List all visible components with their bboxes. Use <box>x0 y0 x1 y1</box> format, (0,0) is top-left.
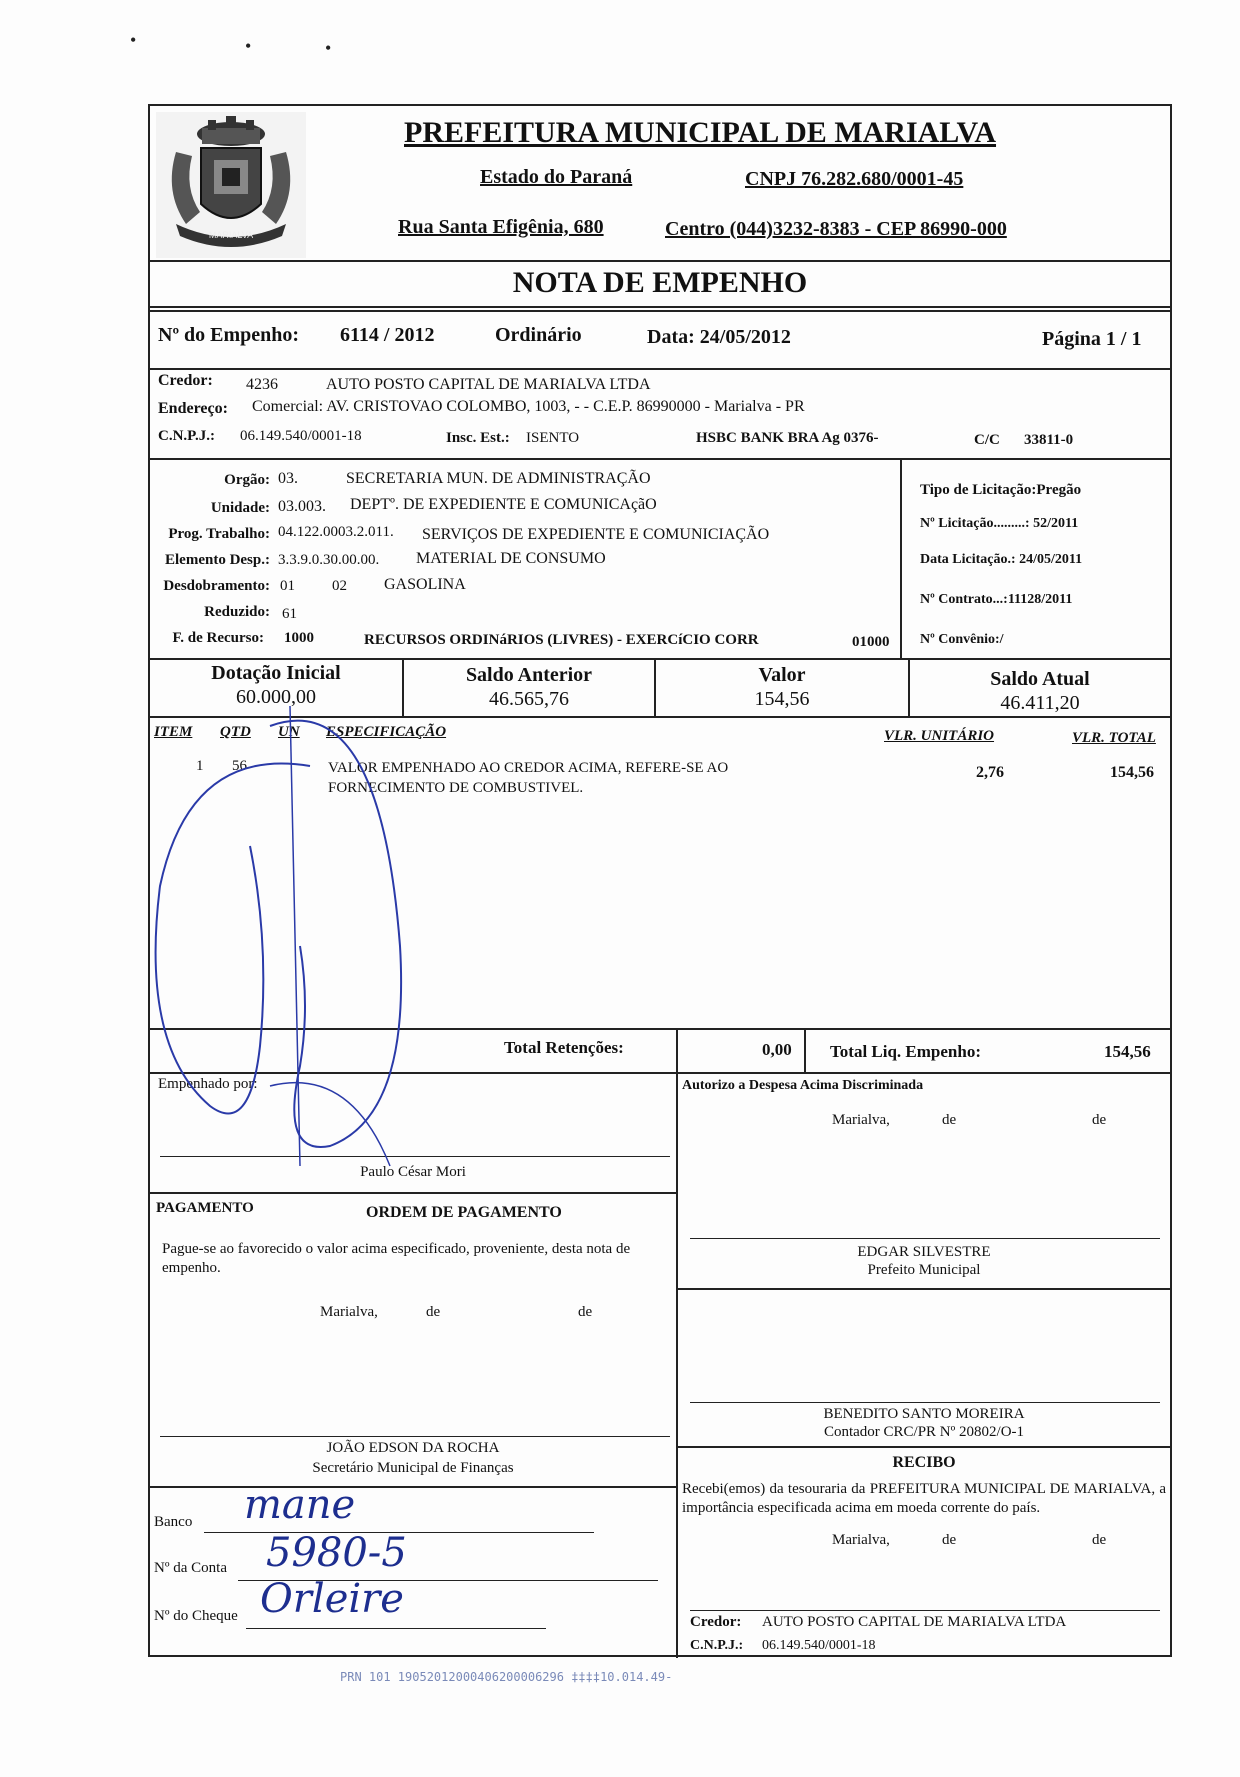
page-number: Página 1 / 1 <box>1042 328 1142 350</box>
nota-de-empenho <box>148 104 1172 1657</box>
item-spec-line-2: FORNECIMENTO DE COMBUSTIVEL. <box>328 780 584 796</box>
credor-cnpj-label: C.N.P.J.: <box>158 428 215 444</box>
saldo-atual-value: 46.411,20 <box>1000 692 1080 714</box>
recibo-cnpj-label: C.N.P.J.: <box>690 1638 744 1653</box>
contador-name: BENEDITO SANTO MOREIRA <box>823 1406 1025 1422</box>
state-name: Estado do Paraná <box>480 166 633 188</box>
credor-address-label: Endereço: <box>158 400 228 417</box>
scan-speck: • <box>130 30 137 50</box>
credor-bank: HSBC BANK BRA Ag 0376- <box>696 430 879 446</box>
insc-est-value: ISENTO <box>526 430 580 446</box>
valor-value: 154,56 <box>754 688 810 710</box>
insc-est-label: Insc. Est.: <box>446 430 510 446</box>
orgao-name: SECRETARIA MUN. DE ADMINISTRAÇÃO <box>346 470 651 487</box>
municipality-cnpj: CNPJ 76.282.680/0001-45 <box>745 168 964 190</box>
col-vlr-unitario: VLR. UNITÁRIO <box>884 728 995 744</box>
ordem-pagamento-title: ORDEM DE PAGAMENTO <box>366 1204 562 1221</box>
pagamento-date-de-2: de <box>578 1304 593 1320</box>
prog-trabalho-label: Prog. Trabalho: <box>168 526 270 542</box>
item-number: 1 <box>196 758 204 774</box>
desdobramento-name: GASOLINA <box>384 576 466 593</box>
elemento-label: Elemento Desp.: <box>165 552 270 568</box>
elemento-code: 3.3.9.0.30.00.00. <box>278 552 380 568</box>
total-retencoes-value: 0,00 <box>762 1040 792 1059</box>
desdobramento-label: Desdobramento: <box>163 578 270 594</box>
autorizo-date-city: Marialva, <box>832 1112 890 1128</box>
credor-code: 4236 <box>246 376 278 393</box>
reduzido-label: Reduzido: <box>204 604 270 620</box>
item-spec-line-1: VALOR EMPENHADO AO CREDOR ACIMA, REFERE-SE AO <box>328 760 729 776</box>
empenho-number-label: Nº do Empenho: <box>158 324 300 346</box>
autorizo-date-de-1: de <box>942 1112 957 1128</box>
contador-title: Contador CRC/PR Nº 20802/O-1 <box>823 1424 1025 1440</box>
conta-label: Nº da Conta <box>154 1560 227 1576</box>
recibo-credor-label: Credor: <box>690 1614 742 1630</box>
col-item: ITEM <box>154 724 193 740</box>
dotacao-inicial-value: 60.000,00 <box>236 686 316 708</box>
recibo-credor-name: AUTO POSTO CAPITAL DE MARIALVA LTDA <box>762 1614 1067 1630</box>
recibo-date-de-2: de <box>1092 1532 1107 1548</box>
pagamento-label: PAGAMENTO <box>156 1200 254 1216</box>
recurso-name: RECURSOS ORDINáRIOS (LIVRES) - EXERCíCIO CORR <box>364 632 759 648</box>
credor-cnpj: 06.149.540/0001-18 <box>240 428 362 444</box>
reduzido-value: 61 <box>282 606 297 622</box>
banco-label: Banco <box>154 1514 193 1530</box>
valor-label: Valor <box>758 664 806 686</box>
empenho-type: Ordinário <box>495 324 582 346</box>
total-retencoes-label: Total Retenções: <box>504 1038 624 1057</box>
unidade-label: Unidade: <box>210 500 270 516</box>
cc-label: C/C <box>974 432 1000 448</box>
empenhado-por-name: Paulo César Mori <box>360 1164 466 1180</box>
data-licitacao: Data Licitação.: 24/05/2011 <box>920 552 1083 567</box>
orgao-label: Orgão: <box>224 472 270 488</box>
credor-label: Credor: <box>158 372 213 389</box>
saldo-atual-label: Saldo Atual <box>990 668 1090 690</box>
credor-name: AUTO POSTO CAPITAL DE MARIALVA LTDA <box>326 376 651 393</box>
scan-speck: • <box>245 36 252 56</box>
empenhado-por-label: Empenhado por: <box>158 1076 258 1092</box>
cheque-handwritten: Orleire <box>260 1576 404 1622</box>
credor-address: Comercial: AV. CRISTOVAO COLOMBO, 1003, - - C.E.P. 86990000 - Marialva - PR <box>252 398 805 415</box>
col-vlr-total: VLR. TOTAL <box>1072 730 1156 746</box>
prefeito-title: Prefeito Municipal <box>867 1262 981 1278</box>
item-vlr-total: 154,56 <box>1110 764 1154 781</box>
document-type-title: NOTA DE EMPENHO <box>512 266 808 299</box>
tipo-licitacao: Tipo de Licitação:Pregão <box>920 482 1082 498</box>
coat-of-arms-logo <box>156 112 306 258</box>
unidade-name: DEPTº. DE EXPEDIENTE E COMUNICAçãO <box>350 496 657 513</box>
saldo-anterior-label: Saldo Anterior <box>465 664 593 686</box>
unidade-code: 03.003. <box>278 498 326 515</box>
conta-handwritten: 5980-5 <box>266 1530 407 1576</box>
recibo-date-de-1: de <box>942 1532 957 1548</box>
empenho-number: 6114 / 2012 <box>340 324 435 346</box>
prog-trabalho-name: SERVIÇOS DE EXPEDIENTE E COMUNICIAÇÃO <box>422 526 770 543</box>
total-liq-value: 154,56 <box>1104 1042 1151 1061</box>
secretario-title: Secretário Municipal de Finanças <box>312 1460 514 1476</box>
col-especificacao: ESPECIFICAÇÃO <box>326 724 447 740</box>
pen-scribble-loops <box>150 646 450 1226</box>
col-qtd: QTD <box>220 724 251 740</box>
recibo-date-city: Marialva, <box>832 1532 890 1548</box>
recurso-code: 1000 <box>284 630 314 646</box>
item-qtd: 56 <box>232 758 247 774</box>
orgao-code: 03. <box>278 470 298 487</box>
item-vlr-unitario: 2,76 <box>976 764 1004 781</box>
desdobramento-code-2: 02 <box>332 578 347 594</box>
scan-speck: • <box>325 38 332 58</box>
recibo-title: RECIBO <box>892 1454 956 1471</box>
municipality-title: PREFEITURA MUNICIPAL DE MARIALVA <box>404 116 997 149</box>
prefeito-name: EDGAR SILVESTRE <box>857 1244 991 1260</box>
saldo-anterior-value: 46.565,76 <box>489 688 569 710</box>
municipality-address: Rua Santa Efigênia, 680 <box>398 216 604 238</box>
numero-contrato: Nº Contrato...:11128/2011 <box>920 592 1073 607</box>
dotacao-inicial-label: Dotação Inicial <box>211 662 341 684</box>
numero-licitacao: Nº Licitação.........: 52/2011 <box>920 516 1079 531</box>
pagamento-date-de-1: de <box>426 1304 441 1320</box>
total-liq-label: Total Liq. Empenho: <box>830 1042 981 1061</box>
cheque-label: Nº do Cheque <box>154 1608 238 1624</box>
pagamento-date-city: Marialva, <box>320 1304 378 1320</box>
cc-value: 33811-0 <box>1024 432 1074 448</box>
recurso-label: F. de Recurso: <box>172 630 264 646</box>
banco-handwritten: mane <box>244 1482 356 1528</box>
prog-trabalho-code: 04.122.0003.2.011. <box>278 524 394 540</box>
recurso-code-2: 01000 <box>852 634 890 650</box>
svg-text:MARIALVA: MARIALVA <box>208 230 254 240</box>
secretario-name: JOÃO EDSON DA ROCHA <box>326 1440 500 1456</box>
recibo-cnpj-value: 06.149.540/0001-18 <box>762 1638 876 1653</box>
col-un: UN <box>278 724 300 740</box>
footer-print-stamp: PRN 101 19052012000406200006296 ‡‡‡‡10.014.49- <box>340 1670 673 1684</box>
empenho-date: Data: 24/05/2012 <box>647 326 791 348</box>
autorizo-date-de-2: de <box>1092 1112 1107 1128</box>
elemento-name: MATERIAL DE CONSUMO <box>416 550 606 567</box>
numero-convenio: Nº Convênio:/ <box>920 632 1004 647</box>
desdobramento-code-1: 01 <box>280 578 295 594</box>
autorizo-text: Autorizo a Despesa Acima Discriminada <box>682 1078 924 1093</box>
ordem-pagamento-text: Pague-se ao favorecido o valor acima especificado, proveniente, desta nota de empenho. <box>162 1241 631 1276</box>
municipality-contact: Centro (044)3232-8383 - CEP 86990-000 <box>665 218 1007 240</box>
recibo-text: Recebi(emos) da tesouraria da PREFEITURA MUNICIPAL DE MARIALVA, a importância especificada acima em moeda corrente do país. <box>682 1481 1166 1516</box>
